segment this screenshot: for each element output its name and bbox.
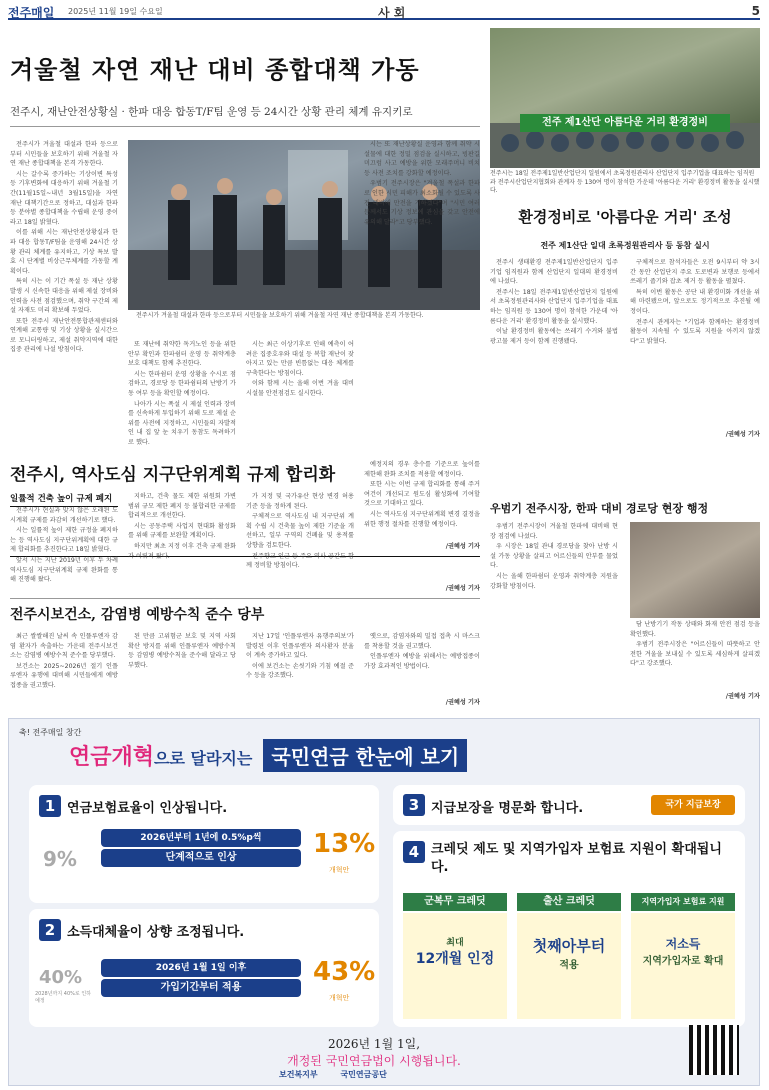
item4-box3-b: 지역가입자로 확대 xyxy=(642,956,724,967)
ad-tag: 축! 전주매일 창간 xyxy=(19,728,82,737)
ad-footer xyxy=(159,1035,589,1069)
item1-banner2: 단계적으로 인상 xyxy=(101,849,301,867)
article3-byline: /권혜성 기자 xyxy=(445,585,480,592)
article1-col4: 시는 또 재난상황실 운영과 함께 취약 시설물에 대한 정밀 점검을 실시하고, 빙판길 미끄럼 사고 예방을 위한 모래주머니 비치 등 사전 조치를 강화할 예정이다. 우범기 전주시장은 "겨울철 폭설과 한파로 인한 시민 피해가 최소화될 수 있도록 사전 대비에 만전을 기하겠다"며 "시민 여러분께서도 기상 정보에 관심을 갖고 안전에 유의해 달라"고 당부했다. xyxy=(364,141,480,226)
item4-box1-b: 12개월 인정 xyxy=(415,951,495,967)
item2-banner2: 가입기간부터 적용 xyxy=(101,979,301,997)
pension-advertisement xyxy=(8,718,760,1086)
item2-from-label: 2028년까지 40%로 인하 예정 xyxy=(35,991,91,1004)
article3-col1: 전주시가 현실과 맞지 않은 오래된 도시계획 규제를 과감히 개선하기로 했다. 시는 일률적 높이 제한 규정을 폐지하는 등 역사도심 지구단위계획에 대한 규제 합리화를 추진한다고 18일 밝혔다. 앞서 시는 지난 2019년 이후 두 차례 역사도심 지구단위계획 규제 완화를 통해 진행해 왔다. xyxy=(10,507,118,584)
article1-title: 겨울철 자연 재난 대비 종합대책 가동 xyxy=(10,55,420,84)
item4-box3-head: 지역가입자 보험료 지원 xyxy=(631,893,735,911)
item1-number: 1 xyxy=(39,795,61,817)
issue-date: 2025년 11월 19일 수요일 xyxy=(68,7,163,16)
article1-col2: 또 재난에 취약한 독거노인 등을 위한 안부 확인과 한파쉼터 운영 등 취약계층 보호 대책도 함께 추진한다. 시는 한파쉼터 운영 상황을 수시로 점검하고, 경로당 등 한파쉼터의 난방기 가동 여부 등을 확인할 예정이다. 나아가 시는 폭설 시 제설 인력과 장비를 신속하게 투입하기 위해 도로 제설 순위를 사전에 지정하고, 시민들의 자발적인 내 집 앞 눈 치우기 동참도 독려하기로 했다. xyxy=(128,341,236,446)
group-photo xyxy=(490,28,760,168)
item4-box3-a: 저소득 xyxy=(665,937,701,951)
article2-col2: 구체적으로 참석자들은 오전 9시부터 약 3시간 동안 산업단지 주요 도로변과 보행로 등에서 쓰레기 줍기와 잡초 제거 등 활동을 펼쳤다. 특히 이번 활동은 공단 내 환경미화 개선을 위해 마련됐으며, 앞으로도 정기적으로 추진될 예정이다. 전주시 관계자는 "기업과 함께하는 환경정비 활동이 지속될 수 있도록 지원을 아끼지 않겠다"고 밝혔다. xyxy=(630,259,760,345)
item2-to: 43% xyxy=(313,957,376,987)
article2-col1: 전주시 생태환경 전주제1일반산업단지 입주기업 임직원과 함께 산업단지 일대의 환경정비에 나섰다. 전주시는 18일 전주제1일반산업단지 일원에서 초록정원관리사와 산업단지 입주기업을 대표하는 임직원 등 130여 명이 참석한 가운데 '아름다운 거리' 환경정비 활동을 실시했다. 이날 환경정비 활동에는 쓰레기 수거와 불법 광고물 제거 등이 함께 진행됐다. xyxy=(490,259,618,345)
item1-to: 13% xyxy=(313,829,376,859)
article3-subhead: 일률적 건축 높이 규제 폐지 xyxy=(10,492,118,507)
item3-title-b: 합니다. xyxy=(540,801,584,816)
item4-box1-a: 최대 xyxy=(446,938,464,948)
item2-title: 소득대체율이 상향 조정됩니다. xyxy=(67,925,245,940)
ad-item-3 xyxy=(393,785,745,825)
article3-col3: 가 지정 및 국가유산 현상 변경 허용 기준 등을 정하게 된다. 구체적으로 역사도심 내 지구단위 계획 수립 시 건축물 높이 제한 기준을 개선하고, 일부 구역의 건폐율 및 용적률 상향을 검토한다. 전주향교 인근 등 주요 역사 공간도 함께 정비할 방침이다. xyxy=(246,493,354,570)
item4-box2-b: 적용 xyxy=(559,960,579,971)
ad-headline xyxy=(69,739,709,773)
page-header xyxy=(8,4,760,20)
item3-title xyxy=(431,797,583,816)
article1-col1: 전주시가 겨울철 대설과 한파 등으로부터 시민들을 보호하기 위해 겨울철 자연 재난 종합대책을 본격 가동한다. 시는 갈수록 증가하는 기상이변 특성 등 기후변화에 대응하기 위해 겨울철 기간(11월15일~내년 3월15일)을 자연 재난 대책기간으로 정하고, 대설과 한파 등 분야별 종합대책을 수립해 운영 중이라고 18일 밝혔다. 이를 위해 시는 재난안전상황실과 한파 대응 합동T/F팀을 운영해 24시간 상황 관리 체계를 유지하고, 기상 특보 발효 시 단계별 비상근무체계를 가동할 계획이다. 특히 시는 이 기간 폭설 등 재난 상황 발생 시 신속한 대응을 위해 제설 장비와 인력을 사전 점검했으며, 취약 구간의 제설 자재도 미리 확보해 두었다. 또한 전주시 재난안전통합관제센터와 연계해 교통량 및 기상 상황을 실시간으로 모니터링하고, 제설 취약지역에 대한 집중 관리에 나설 방침이다. xyxy=(10,141,118,354)
page-number: 5 xyxy=(751,4,760,18)
ad-item-2 xyxy=(29,909,379,1027)
ad-logos xyxy=(279,1069,519,1083)
qr-code-icon xyxy=(689,1025,739,1075)
item1-from: 9% xyxy=(43,847,77,871)
article3-col4: 예정지의 경우 층수를 기준으로 높이를 제한해 완화 조치를 적용할 예정이다. 또한 시는 이번 규제 합리화를 통해 주거 여건이 개선되고 원도심 활성화에 기여할 것으로 기대하고 있다. 시는 역사도심 지구단위계획 변경 결정을 위한 행정 절차를 진행할 예정이다. xyxy=(364,461,480,528)
article4-col1: 우범기 전주시장이 겨울철 한파에 대비해 현장 점검에 나섰다. 우 시장은 18일 관내 경로당을 찾아 난방 시설 가동 상황을 살피고 어르신들의 안부를 물었다. 시는 올해 한파쉼터 운영과 취약계층 지원을 강화할 방침이다. xyxy=(490,523,618,590)
article2-title: 환경정비로 '아름다운 거리' 조성 xyxy=(518,208,732,226)
article5-byline: /권혜성 기자 xyxy=(445,699,480,706)
article5-title: 전주시보건소, 감염병 예방수칙 준수 당부 xyxy=(10,607,265,623)
section-name: 사 회 xyxy=(378,6,406,20)
article1-col3: 시는 최근 이상기후로 인해 예측이 어려운 집중호우와 대설 등 복합 재난이 잦아지고 있는 만큼 빈틈없는 대응 체계를 구축한다는 방침이다. 이와 함께 시는 올해 이번 겨울 대비 시설물 안전점검도 실시한다. xyxy=(246,341,354,397)
ad-footer-line2: 개정된 국민연금법이 시행됩니다. xyxy=(287,1054,461,1068)
article4-byline: /권혜성 기자 xyxy=(725,693,760,700)
article4-photo xyxy=(630,522,760,618)
article3-title: 전주시, 역사도심 지구단위계획 규제 합리화 xyxy=(10,465,336,485)
article2-subtitle: 전주 제1산단 일대 초록정원관리사 등 동참 실시 xyxy=(540,241,710,250)
article2-photo-caption: 전주시는 18일 전주제1일반산업단지 일원에서 초록정원관리사 산업단지 입주기업을 대표하는 임직원과 전주시산업단지협회와 관계자 등 130여 명이 참석한 가운데 '아름다운 거리' 환경정비 활동을 실시했다. xyxy=(490,170,760,194)
item3-badge: 국가 지급보장 xyxy=(651,795,735,815)
article4-title: 우범기 전주시장, 한파 대비 경로당 현장 행정 xyxy=(490,502,709,515)
item4-box3 xyxy=(631,913,735,1019)
newspaper-logo: 전주매일 xyxy=(8,6,55,20)
item4-box2-head: 출산 크레딧 xyxy=(517,893,621,911)
ad-item-1 xyxy=(29,785,379,903)
item2-from: 40% xyxy=(39,967,83,988)
article1-byline: /권혜성 기자 xyxy=(445,543,480,550)
item1-to-label: 개혁안 xyxy=(329,866,350,874)
item4-box1 xyxy=(403,913,507,1019)
item4-box1-head: 군복무 크레딧 xyxy=(403,893,507,911)
ad-headline-a: 연금개혁 xyxy=(69,744,155,770)
item1-banner1: 2026년부터 1년에 0.5%p씩 xyxy=(101,829,301,847)
item2-to-label: 개혁안 xyxy=(329,994,350,1002)
item4-number: 4 xyxy=(403,841,425,863)
ad-headline-b: 으로 달라지는 xyxy=(154,749,253,768)
article2-photo xyxy=(490,28,760,168)
logo-ministry: 보건복지부 xyxy=(279,1070,318,1079)
item4-title: 크레딧 제도 및 지역가입자 보험료 지원이 확대됩니다. xyxy=(431,842,722,875)
item1-title: 연금보험료율이 인상됩니다. xyxy=(67,801,228,816)
logo-nps: 국민연금공단 xyxy=(340,1070,387,1079)
item4-box2 xyxy=(517,913,621,1019)
article5-col4: 옛으로, 감염자와의 밀접 접촉 시 마스크를 착용할 것을 권고했다. 인플루엔자 예방을 위해서는 예방접종이 가장 효과적인 방법이다. xyxy=(364,633,480,670)
ad-headline-c: 국민연금 한눈에 보기 xyxy=(263,739,467,772)
article1-photo-caption: 전주시가 겨울철 대설과 한파 등으로부터 시민들을 보호하기 위해 겨울철 자연 재난 종합대책을 본격 가동한다. xyxy=(136,312,424,319)
item2-banner1: 2026년 1월 1일 이후 xyxy=(101,959,301,977)
article3-col2: 지하고, 건축 물도 제한 위원회 가변 범위 규모 제한 폐지 등 불합리한 규제를 합리적으로 개선한다. 시는 공동주택 사업지 현대화 활성화를 위해 규제를 보완할 계획이다. 하지만 최초 지정 이후 건축 규제 완화가 이뤄져 왔다. xyxy=(128,493,236,560)
article5-col3: 지난 17일 '인플루엔자 유행주의보'가 발령된 이후 인플루엔자 의사환자 분율이 계속 증가하고 있다. 이에 보건소는 손씻기와 기침 예절 준수 등을 강조했다. xyxy=(246,633,354,680)
item3-number: 3 xyxy=(403,794,425,816)
item4-box2-a: 첫째아부터 xyxy=(532,937,606,955)
article1-subtitle: 전주시, 재난안전상황실 · 한파 대응 합동T/F팀 운영 등 24시간 상황 관리 체계 유지키로 xyxy=(10,106,413,118)
article5-col1: 최근 쌀쌀해진 날씨 속 인플루엔자 감염 환자가 속출하는 가운데 전주시보건소는 감염병 예방수칙 준수를 당부했다. 보건소는 2025~2026년 절기 인플루엔자 유행에 대비해 시민들에게 예방접종을 권고했다. xyxy=(10,633,118,689)
article2-byline: /권혜성 기자 xyxy=(725,431,760,438)
event-banner: 전주 제1산단 아름다운 거리 환경정비 xyxy=(520,114,730,132)
ad-footer-line1: 2026년 1월 1일, xyxy=(327,1037,421,1051)
item2-number: 2 xyxy=(39,919,61,941)
article5-col2: 된 만큼 고위험군 보호 및 지역 사회 확산 방지를 위해 인플루엔자 예방수칙 등 감염병 예방수칙을 준수해 달라고 당부했다. xyxy=(128,633,236,669)
item3-title-a: 지급보장을 명문화 xyxy=(431,801,536,816)
article4-col2: 담 난방기기 작동 상태와 화재 안전 점검 등을 확인했다. 우범기 전주시장은 "어르신들이 따뜻하고 안전한 겨울을 보내실 수 있도록 세심하게 살피겠다"고 강조했다. xyxy=(630,621,760,668)
ad-item-4 xyxy=(393,831,745,1027)
